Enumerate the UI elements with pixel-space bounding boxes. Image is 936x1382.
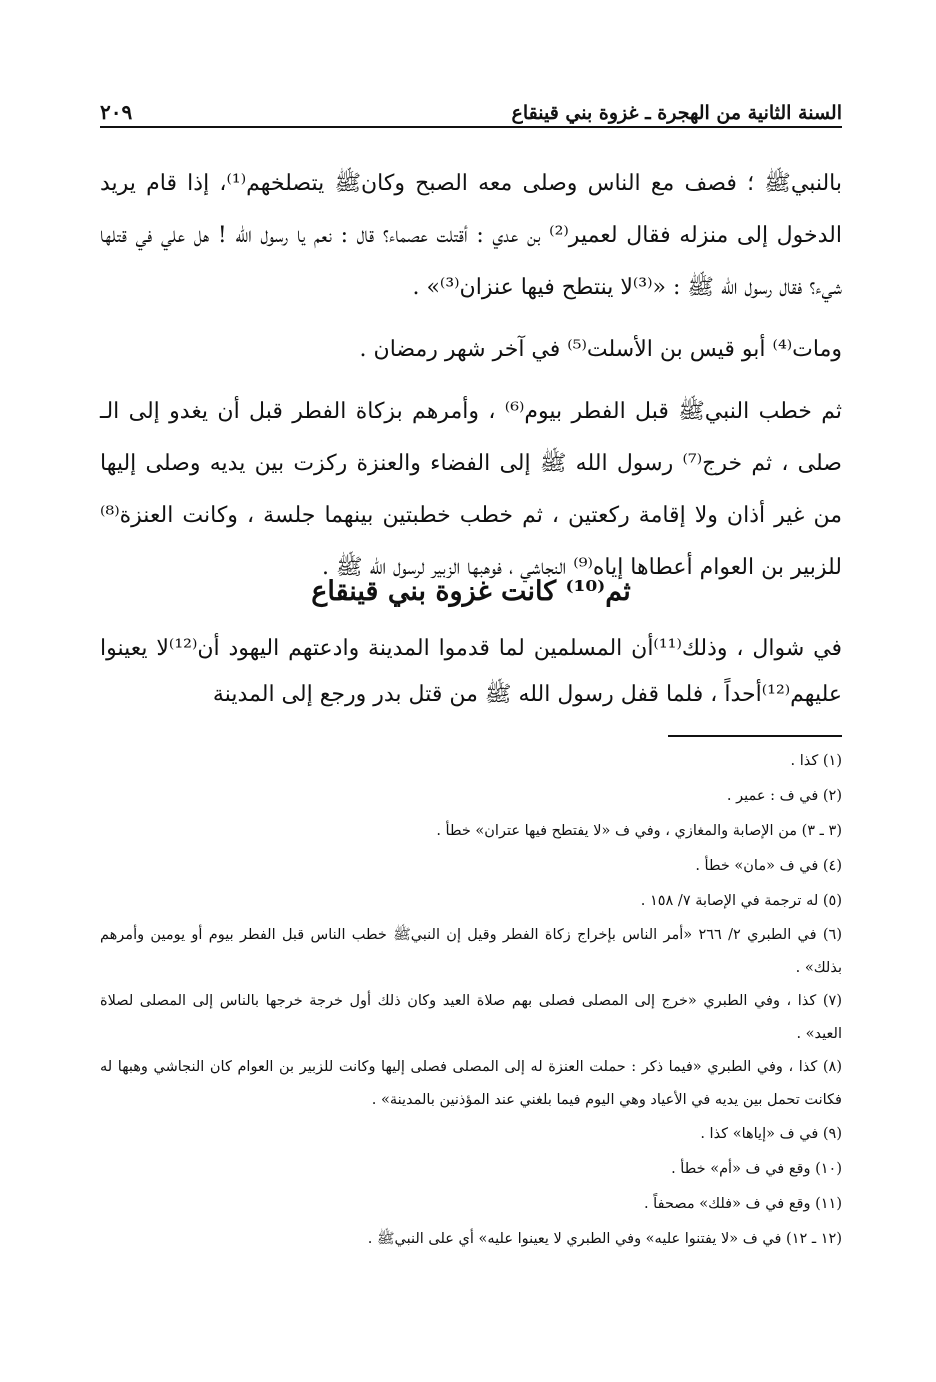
footnote: (١١) وقع في ف «فلك» مصحفاً . xyxy=(643,1196,842,1212)
footnotes xyxy=(100,744,842,1257)
footnote: (٩) في ف «إياها» كذا . xyxy=(700,1126,842,1142)
section-heading: ثم⁽¹⁰⁾ كانت غزوة بني قينقاع xyxy=(311,576,631,607)
footnote: (٧) كذا ، وفي الطبري «خرج إلى المصلى فصلى بهم صلاة العيد وكان ذلك أول خرجة خرجها بالناس إلى المصلى لصلاة العيد» . xyxy=(100,993,842,1042)
footnote: (٤) في ف «مان» خطأ . xyxy=(695,858,842,874)
footnote: (١) كذا . xyxy=(790,753,842,769)
footnote-divider xyxy=(668,735,842,737)
main-text xyxy=(100,158,842,604)
footnote: (٨) كذا ، وفي الطبري «فيما ذكر : حملت العنزة له إلى المصلى فصلى إليها وكانت للزبير بن العوام كان النجاشي وهبها له فكانت تحمل بين يديه في الأعياد وهي اليوم فيما بلغني عند المؤذنين بالمدينة» . xyxy=(100,1059,842,1108)
paragraph: في شوال ، وذلك⁽¹¹⁾أن المسلمين لما قدموا المدينة وادعتهم اليهود أن⁽¹²⁾لا يعينوا عليهم⁽¹²⁾أحداً ، فلما قفل رسول الله ﷺ من قتل بدر ورجع إلى المدينة xyxy=(100,636,842,707)
footnote: (٦) في الطبري ٢/ ٢٦٦ «أمر الناس بإخراج زكاة الفطر وقيل إن النبيﷺ خطب الناس قبل الفطر بيوم أو يومين وأمرهم بذلك» . xyxy=(100,927,842,976)
page-number: ٢٠٩ xyxy=(100,100,133,124)
paragraph: ثم خطب النبيﷺ قبل الفطر بيوم⁽⁶⁾ ، وأمرهم بزكاة الفطر قبل أن يغدو إلى الـ صلى ، ثم خرج⁽⁷⁾ رسول الله ﷺ إلى الفضاء والعنزة ركزت بين يديه وصلى إليها من غير أذان ولا إقامة ركعتين ، ثم خطب خطبتين بينهما جلسة ، وكانت العنزة⁽⁸⁾ للزبير بن العوام أعطاها إياه⁽⁹⁾ النجاشي ، فوهبها الزبير لرسول الله ﷺ . xyxy=(100,399,842,580)
footnote: (١٢ ـ ١٢) في ف «لا يفتنوا عليه» وفي الطبري لا يعينوا عليه» أي على النبيﷺ . xyxy=(367,1231,842,1247)
running-header xyxy=(100,88,842,128)
footnote: (١٠) وقع في ف «أم» خطأ . xyxy=(671,1161,842,1177)
footnote: (٥) له ترجمة في الإصابة ٧/ ١٥٨ . xyxy=(640,893,842,909)
section-text xyxy=(100,626,842,718)
running-header-title: السنة الثانية من الهجرة ـ غزوة بني قينقاع xyxy=(511,102,842,124)
footnote: (٣ ـ ٣) من الإصابة والمغازي ، وفي ف «لا يفتطح فيها عتران» خطأ . xyxy=(436,823,842,839)
paragraph: بالنبيﷺ ؛ فصف مع الناس وصلى معه الصبح وكانﷺ يتصلخهم⁽¹⁾، إذا قام يريد الدخول إلى منزله فقال لعمير⁽²⁾ بن عدي : أقتلت عصماء؟ قال : نعم يا رسول الله ! هل علي في قتلها شيء؟ فقال رسول الله ﷺ : «⁽³⁾لا ينتطح فيها عنزان⁽³⁾» . xyxy=(100,171,843,300)
paragraph: ومات⁽⁴⁾ أبو قيس بن الأسلت⁽⁵⁾ في آخر شهر رمضان . xyxy=(359,337,842,362)
footnote: (٢) في ف : عمير . xyxy=(726,788,842,804)
